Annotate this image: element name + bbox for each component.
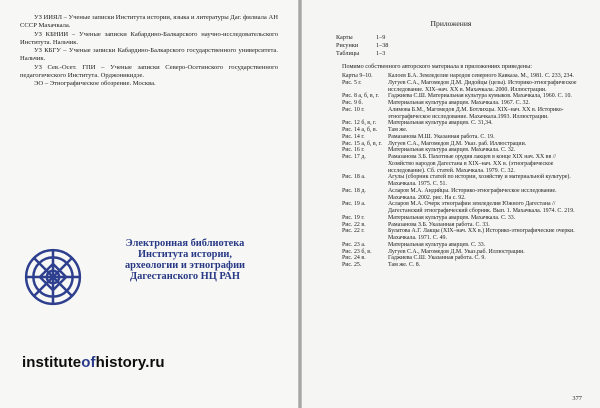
- library-title-line-1: Электронная библиотека: [125, 238, 245, 249]
- source-label: Рис. 15 а, б, в, г.: [342, 140, 382, 147]
- summary-row: [336, 50, 388, 58]
- source-label: Рис. 17 д.: [342, 154, 366, 160]
- site-prefix: institute: [22, 354, 82, 371]
- celtic-knot-icon: [22, 246, 84, 308]
- source-label: Рис. 19 г.: [342, 214, 365, 221]
- library-logo-block: [20, 236, 290, 386]
- abbreviation-4: УЗ Сев.-Осет. ГПИ – Ученые записки Северо-Осетинского государственного педагогического Института. Орджоникидзе.: [20, 63, 278, 80]
- source-entry: [342, 80, 582, 94]
- site-suffix: history.ru: [95, 354, 165, 371]
- summary-value: 1–9: [376, 34, 386, 41]
- source-label: Рис. 18 а.: [342, 174, 366, 181]
- source-entry: [342, 255, 582, 262]
- site-highlight: of: [81, 354, 96, 371]
- source-text: Гаджиева С.Ш. Указанная работа. С. 9.: [388, 255, 486, 262]
- source-label: Рис. 22 г.: [342, 228, 365, 235]
- source-label: Карты 9–10.: [342, 73, 373, 79]
- library-title: [90, 238, 280, 282]
- sources-list: [342, 73, 582, 269]
- source-text: Калоев Б.А. Земледелие народов северного Кавказа. М., 1981. С. 233, 234.: [388, 73, 574, 79]
- source-label: Рис. 8 а, б, в, г.: [342, 93, 379, 100]
- source-entry: [342, 100, 582, 107]
- source-text: Асларов М.А. Андийцы. Историко-этнографическое исследование. Махачкала. 2002. рис. На с. 92.: [388, 187, 557, 201]
- abbreviation-2: УЗ КБНИИ – Ученые записки Кабардино-Балкарского научно-исследовательского Института. Нальчик.: [20, 30, 278, 46]
- source-text: Лугуев С.А., Магомедов Д.М. Дидойцы (цезы). Историко-этнографическое исследование. XIX–нач. XX в. Махачкала. 2000. Иллюстрации.: [388, 79, 577, 93]
- source-label: Рис. 14 г.: [342, 133, 365, 140]
- source-label: Рис. 23 а.: [342, 241, 366, 248]
- source-entry: [342, 228, 582, 242]
- source-label: Рис. 23 б, в.: [342, 248, 372, 255]
- abbreviation-3: УЗ КБГУ – Ученые записки Кабардино-Балкарского государственного университета. Нальчик.: [20, 47, 278, 63]
- source-entry: [342, 174, 582, 188]
- source-text: Булатова А.Г. Лакцы (XIX–нач. XX в.) Историко-этнографические очерки. Махачкала. 1971. С. 49.: [388, 228, 575, 241]
- source-label: Рис. 9 б.: [342, 100, 363, 106]
- source-label: Рис. 22 в.: [342, 221, 366, 228]
- summary-label: Рисунки: [336, 42, 359, 50]
- summary-row: [336, 42, 388, 50]
- source-entry: [342, 215, 582, 222]
- source-text: Агулы (сборник статей по истории, хозяйству и материальной культуре). Махачкала. 1975. С. 51.: [388, 174, 571, 187]
- source-entry: [342, 262, 582, 269]
- library-title-line-2: Института истории,: [137, 249, 233, 260]
- source-text: Там же.: [388, 127, 408, 133]
- library-title-line-3: археологии и этнографии: [124, 260, 246, 271]
- library-title-line-4: Дагестанского НЦ РАН: [130, 271, 240, 282]
- source-text: Там же. С. 8.: [388, 262, 421, 268]
- appendix-summary: [336, 34, 388, 59]
- source-label: Рис. 25.: [342, 262, 362, 268]
- source-text: Материальная культура аварцев. Махачкала. 1967. С. 32.: [388, 100, 530, 106]
- source-entry: [342, 201, 582, 215]
- source-entry: [342, 73, 582, 80]
- source-text: Рамазанова З.Б. Указанная работа. С. 33.: [388, 221, 490, 228]
- source-text: Алимова Б.М., Магомедов Д.М. Ботлихцы. XIX–нач. XX в. Историко-этнографическое исследование. Махачкала.1993. Иллюстрации.: [388, 106, 564, 120]
- source-entry: [342, 188, 582, 202]
- source-entry: [342, 127, 582, 134]
- summary-value: 1–38: [376, 42, 389, 50]
- source-entry: [342, 147, 582, 154]
- source-entry: [342, 120, 582, 127]
- source-label: Рис. 10 г.: [342, 106, 365, 113]
- summary-label: Таблицы: [336, 50, 360, 58]
- source-entry: [342, 134, 582, 141]
- source-text: Материальная культура аварцев. Махачкала. С. 32.: [388, 147, 516, 154]
- source-text: Рамазанова М.Ш. Указанная работа. С. 19.: [388, 133, 495, 140]
- summary-label: Карты: [336, 34, 353, 41]
- summary-row: [336, 34, 388, 42]
- right-page: [302, 0, 600, 408]
- summary-value: 1–3: [376, 50, 386, 58]
- source-label: Рис. 24 в.: [342, 255, 366, 262]
- source-text: Материальная культура аварцев. С. 33.: [388, 241, 486, 248]
- source-entry: [342, 141, 582, 148]
- left-page: [0, 0, 298, 408]
- source-text: Асларов М.А. Очерк этнографии земледелия Южного Дагестана // Дагестанский этнографический сборник. Вып. 1. Махачкала. 1974. С. 219.: [388, 201, 575, 214]
- source-entry: [342, 154, 582, 174]
- source-text: Материальная культура аварцев. Махачкала. С. 33.: [388, 214, 516, 221]
- source-entry: [342, 107, 582, 121]
- intro-text: Помимо собственного авторского материала в приложениях приведены:: [342, 63, 533, 70]
- page-number: 377: [572, 395, 582, 402]
- page-title: Приложения: [430, 19, 472, 28]
- source-label: Рис. 19 а.: [342, 201, 366, 208]
- source-label: Рис. 16 г.: [342, 147, 365, 154]
- source-text: Лугуев С.А., Магомедов Д.М. Указ. раб. Иллюстрации.: [388, 140, 527, 147]
- abbreviation-5: ЭО – Этнографическое обозрение. Москва.: [34, 80, 156, 88]
- source-text: Лугуев С.А., Магомедов Д.М. Указ.раб. Иллюстрации.: [388, 248, 525, 255]
- source-text: Рамазанова З.Б. Пахотные орудия лакцев в конце XIX нач. XX вв // Хозяйство народов Дагестана в XIX–нач. XX в. (этнографическое исследование). Сб. статей. Махачкала. 1979. С. 32.: [388, 154, 556, 174]
- source-label: Рис. 14 а, б, в.: [342, 127, 378, 133]
- abbreviations-list: [20, 14, 278, 89]
- source-entry: [342, 93, 582, 100]
- source-entry: [342, 242, 582, 249]
- website-link[interactable]: [22, 354, 165, 371]
- source-text: Материальная культура аварцев. С. 31,34.: [388, 120, 493, 127]
- source-text: Гаджиева С.Ш. Материальная культура кумыков. Махачкала, 1960. С. 10.: [388, 93, 572, 100]
- source-label: Рис. 12 б, в, г.: [342, 120, 377, 127]
- source-label: Рис. 5 г.: [342, 79, 362, 86]
- source-label: Рис. 18 д.: [342, 187, 366, 194]
- abbreviation-1: УЗ ИИЯЛ – Ученые записки Института истории, языка и литературы Даг. филиала АН СССР Махачкала.: [20, 14, 278, 30]
